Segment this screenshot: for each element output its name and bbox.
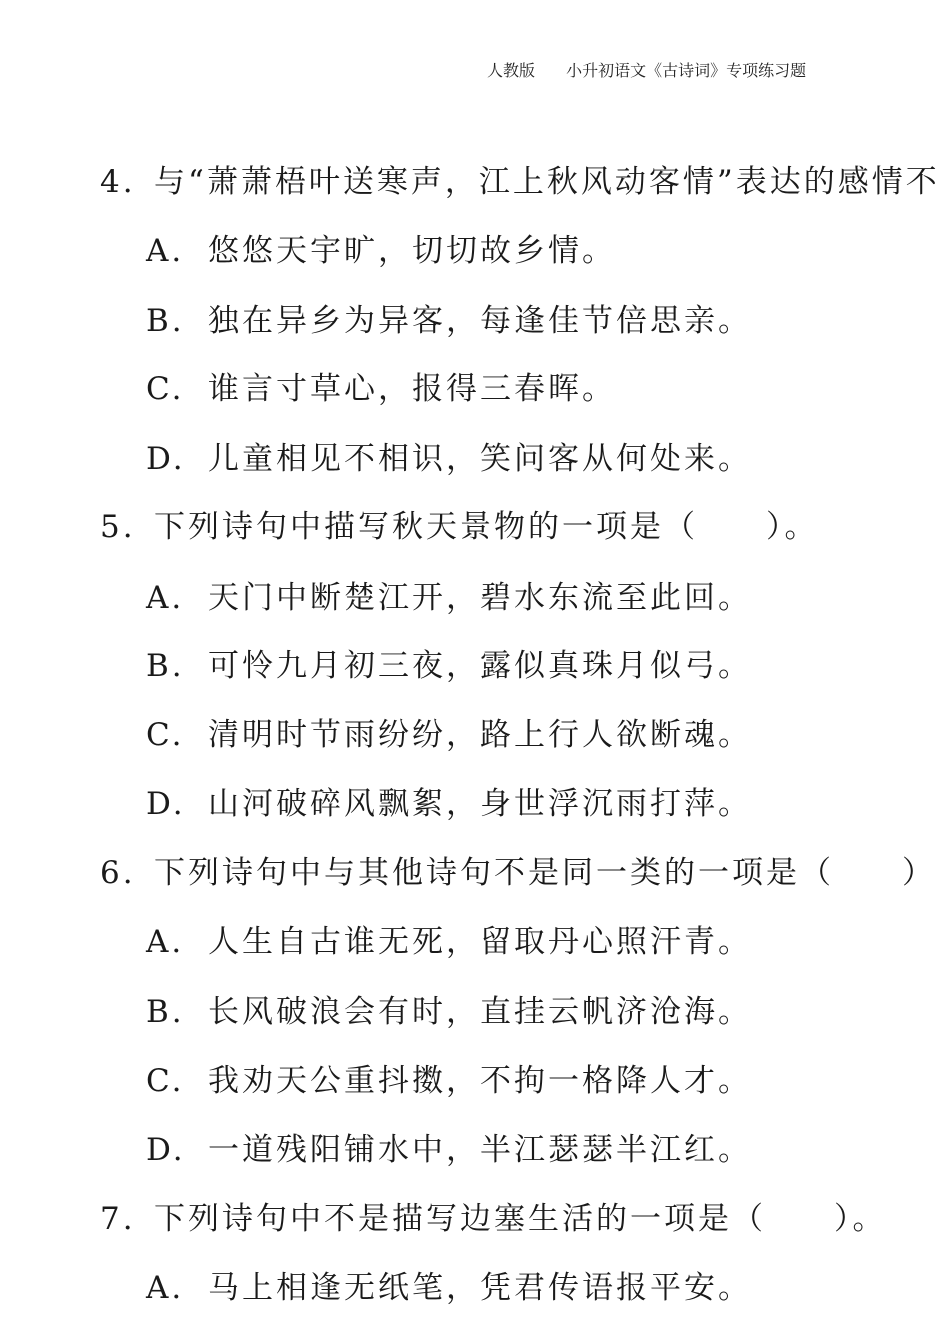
- option-text: 天门中断楚江开，碧水东流至此回。: [208, 580, 752, 616]
- option-text: 独在异乡为异客，每逢佳节倍思亲。: [208, 303, 752, 339]
- option-letter: C.: [146, 371, 185, 407]
- option-text: 山河破碎风飘絮，身世浮沉雨打萍。: [208, 786, 752, 822]
- question-5-option-a: [146, 578, 752, 618]
- question-6-option-c: [146, 1061, 752, 1101]
- option-letter: C.: [146, 1063, 185, 1099]
- question-4-stem: [100, 162, 940, 202]
- question-text: 与“萧萧梧叶送寒声，江上秋风动客情”表达的感情不: [154, 164, 940, 200]
- question-4-option-a: [146, 231, 616, 271]
- option-text: 清明时节雨纷纷，路上行人欲断魂。: [208, 717, 752, 753]
- question-number: 4.: [100, 164, 136, 200]
- option-letter: C.: [146, 717, 185, 753]
- option-text: 一道残阳铺水中，半江瑟瑟半江红。: [208, 1132, 752, 1168]
- option-letter: B.: [146, 648, 185, 684]
- question-4-option-d: [146, 439, 752, 479]
- question-number: 6.: [100, 855, 136, 891]
- question-number: 7.: [100, 1201, 136, 1237]
- question-number: 5.: [100, 509, 136, 545]
- option-text: 可怜九月初三夜，露似真珠月似弓。: [208, 648, 752, 684]
- option-letter: B.: [146, 303, 185, 339]
- question-6-option-a: [146, 922, 752, 962]
- question-4-option-b: [146, 301, 752, 341]
- option-text: 我劝天公重抖擞，不拘一格降人才。: [208, 1063, 752, 1099]
- question-6-option-b: [146, 992, 752, 1032]
- question-6-option-d: [146, 1130, 752, 1170]
- option-text: 谁言寸草心，报得三春晖。: [208, 371, 616, 407]
- question-5-stem: [100, 507, 819, 547]
- question-7-stem: [100, 1199, 887, 1239]
- question-6-stem: [100, 853, 936, 893]
- option-letter: A.: [146, 233, 185, 269]
- option-letter: D.: [146, 441, 186, 477]
- header-edition: 人教版: [487, 61, 536, 80]
- option-letter: D.: [146, 1132, 186, 1168]
- option-text: 马上相逢无纸笔，凭君传语报平安。: [208, 1270, 752, 1306]
- option-letter: A.: [146, 924, 185, 960]
- question-7-option-a: [146, 1268, 752, 1308]
- option-text: 儿童相见不相识，笑问客从何处来。: [208, 441, 752, 477]
- option-letter: A.: [146, 1270, 185, 1306]
- option-text: 长风破浪会有时，直挂云帆济沧海。: [208, 994, 752, 1030]
- option-letter: B.: [146, 994, 185, 1030]
- option-letter: D.: [146, 786, 186, 822]
- question-5-option-d: [146, 784, 752, 824]
- question-4-option-c: [146, 369, 616, 409]
- page-header: [487, 58, 806, 81]
- question-text: 下列诗句中不是描写边塞生活的一项是（ ）。: [154, 1201, 887, 1237]
- option-letter: A.: [146, 580, 185, 616]
- option-text: 悠悠天宇旷，切切故乡情。: [208, 233, 616, 269]
- header-title: 小升初语文《古诗词》专项练习题: [566, 61, 807, 80]
- option-text: 人生自古谁无死，留取丹心照汗青。: [208, 924, 752, 960]
- question-text: 下列诗句中描写秋天景物的一项是（ ）。: [154, 509, 819, 545]
- question-5-option-b: [146, 646, 752, 686]
- question-text: 下列诗句中与其他诗句不是同一类的一项是（ ）: [154, 855, 936, 891]
- question-5-option-c: [146, 715, 752, 755]
